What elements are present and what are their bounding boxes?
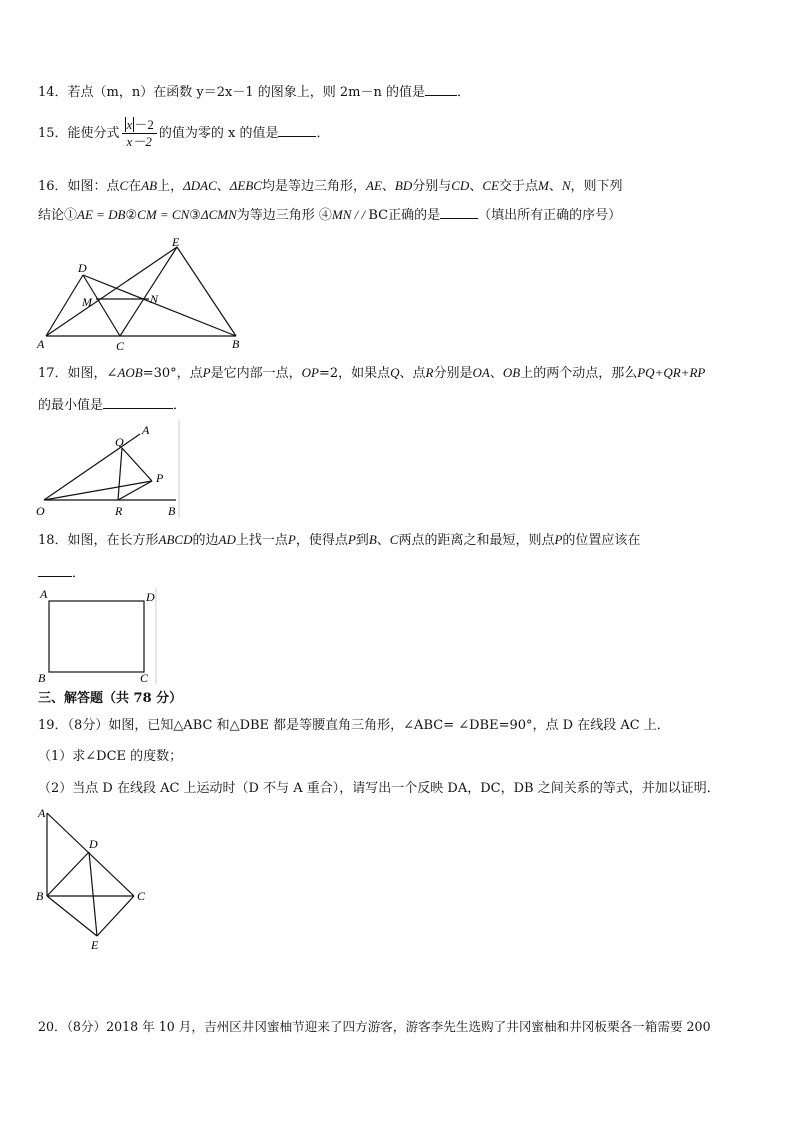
question-18-line-1: 18．如图，在长方形ABCD的边AD上找一点P，使得点P到B、C两点的距离之和最短，则点P的位置应该在 <box>38 532 641 548</box>
question-15: 15．能使分式 $\frac{x -2}{x-2}$ 的值为零的 x 的值是 ． <box>38 117 330 149</box>
question-19-line-1: 19．（8分）如图，已知△ABC 和△DBE 都是等腰直角三角形，∠ABC= ∠DBE=90°，点 D 在线段 AC 上． <box>38 718 670 733</box>
q16-figure <box>36 236 246 354</box>
q17-figure <box>36 420 184 522</box>
label-E: E <box>172 235 180 249</box>
label-B: B <box>168 504 176 518</box>
label-D: D <box>78 261 87 275</box>
label-Q: Q <box>115 435 124 449</box>
answer-blank <box>38 564 72 577</box>
label-B: B <box>36 889 44 903</box>
label-A: A <box>142 423 150 437</box>
label-O: O <box>36 504 45 518</box>
question-17-line-2: 的最小值是 ． <box>38 398 187 413</box>
q19-figure <box>34 804 154 954</box>
label-C: C <box>140 671 149 685</box>
answer-blank <box>103 396 173 409</box>
label-B: B <box>38 671 46 685</box>
label-M: M <box>82 295 92 309</box>
label-P: P <box>156 471 164 485</box>
q18-figure <box>36 586 164 686</box>
label-C: C <box>137 889 146 903</box>
label-N: N <box>150 292 159 306</box>
question-14: 14．若点（m，n）在函数 y＝2x－1 的图象上，则 2m－n 的值是 ． <box>38 85 470 100</box>
answer-blank <box>425 83 457 96</box>
question-16-line-1: 16．如图：点C在AB上，ΔDAC、ΔEBC均是等边三角形，AE、BD分别与CD、CE交于点M、N，则下列 <box>38 178 623 194</box>
label-A: A <box>38 806 46 820</box>
question-19-line-3: （2）当点 D 在线段 AC 上运动时（D 不与 A 重合），请写出一个反映 DA，DC，DB 之间关系的等式，并加以证明． <box>38 781 720 796</box>
label-A: A <box>40 587 48 601</box>
answer-blank <box>278 124 316 137</box>
section-heading: 三、解答题（共 78 分） <box>38 691 183 706</box>
label-D: D <box>146 590 155 604</box>
label-C: C <box>116 339 125 353</box>
label-D: D <box>89 837 98 851</box>
question-16-line-2: 结论①AE = DB②CM = CN③ΔCMN为等边三角形 ④MN / / BC正确的是 （填出所有正确的序号） <box>38 207 622 223</box>
question-18-line-2: ． <box>38 564 85 583</box>
label-E: E <box>91 938 99 952</box>
label-B: B <box>232 337 240 351</box>
q14-text: 14．若点（m，n）在函数 y＝2x－1 的图象上，则 2m－n 的值是 <box>38 85 425 100</box>
question-19-line-2: （1）求∠DCE 的度数； <box>38 749 183 764</box>
question-17-line-1: 17．如图，∠AOB=30°，点P是它内部一点，OP=2，如果点Q、点R分别是OA、OB上的两个动点，那么PQ+QR+RP <box>38 365 706 381</box>
label-A: A <box>37 337 45 351</box>
answer-blank <box>440 206 478 219</box>
fraction: $\frac{x -2}{x-2}$ <box>122 117 157 150</box>
label-R: R <box>115 504 123 518</box>
question-20-line-1: 20．（8分）2018 年 10 月，吉州区井冈蜜柚节迎来了四方游客，游客李先生选购了井冈蜜柚和井冈板栗各一箱需要 200 <box>38 1019 711 1034</box>
